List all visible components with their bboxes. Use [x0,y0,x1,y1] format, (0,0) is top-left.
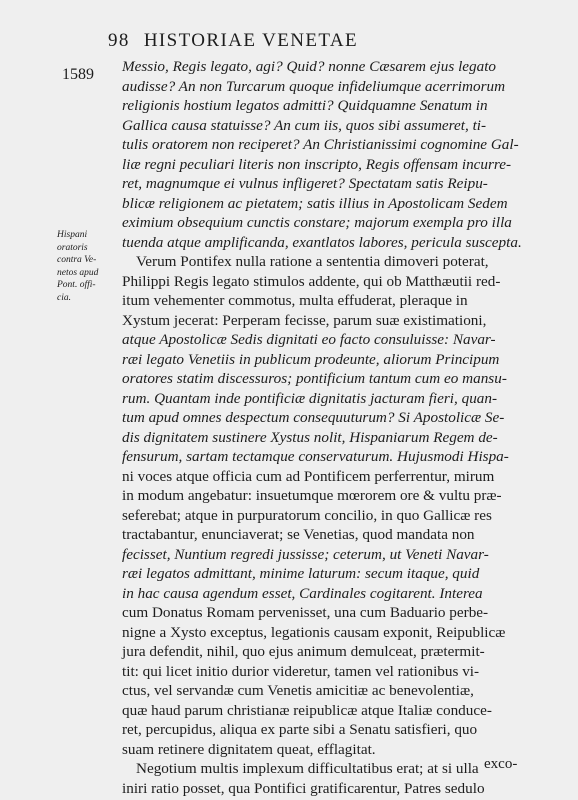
text-line: ret, percupidus, aliqua ex parte sibi a Senatu satisfieri, quo [122,721,478,738]
text-line: tum apud omnes despectum consequuturum? Si Apostolicæ Se- [122,409,505,426]
marginal-note [57,229,119,304]
marginal-note-line: netos apud [57,267,99,278]
text-line: ctus, vel servandæ cum Venetis amicitiæ ac benevolentiæ, [122,682,474,699]
text-line: in modum angebatur: insuetumque mœrorem ore & vultu præ- [122,487,502,504]
text-line: ni voces atque officia cum ad Pontificem perferrentur, mirum [122,467,495,485]
text-line: cum Donatus Romam pervenisset, una cum Baduario perbe- [122,604,489,621]
text-line: liæ regni peculiari literis non inscripto, Regis offensam incurre- [122,155,512,173]
text-line: Negotium multis implexum difficultatibus erat; at si ulla [136,760,479,777]
text-line: itum vehementer commotus, multa effuderat, pleraque in [122,292,468,309]
text-line: dis dignitatem sustinere Xystus nolit, Hispaniarum Regem de- [122,428,498,446]
text-line: atque Apostolicæ Sedis dignitati eo facto consuluisse: Navar- [122,331,496,348]
text-line: tractabantur, enunciaverat; se Venetias, quod mandata non [122,526,475,543]
text-line: rum. Quantam inde pontificiæ dignitatis jacturam fieri, quan- [122,389,498,407]
marginal-note-line: oratoris [57,242,88,253]
text-line: ræi legato Venetiis in publicum prodeunte, aliorum Principum [122,350,500,368]
margin-year: 1589 [62,66,94,83]
text-line: Philippi Regis legato stimulos addente, qui ob Matthæutii red- [122,272,501,290]
marginal-note-line: Pont. offi- [57,280,96,290]
text-line: tuenda atque amplificanda, exantlatos labores, pericula suscepta. [122,233,522,251]
text-line: fecisset, Nuntium regredi jussisse; ceterum, ut Veneti Navar- [122,545,489,563]
text-line: iniri ratio posset, qua Pontifici gratificarentur, Patres sedulo [122,779,485,797]
text-line: nigne a Xysto exceptus, legationis causam exponit, Reipublicæ [122,623,506,641]
text-line: seferebat; atque in purpuratorum concilio, in quo Gallicæ res [122,506,492,524]
marginal-note-line: Hispani [57,230,88,240]
text-line: ræi legatos admittant, minime laturum: secum itaque, quid [122,565,480,582]
text-line: jura defendit, nihil, quo ejus animum demulceat, prætermit- [122,643,485,660]
page-number: 98 [108,30,130,51]
catchword: exco- [484,756,518,772]
text-line: fensurum, sartam tectamque conservaturum. Hujusmodi Hispa- [122,448,509,465]
text-line: suam retinere dignitatem queat, efflagitat. [122,740,376,758]
running-head [108,30,548,52]
running-title: HISTORIAE VENETAE [143,30,359,51]
text-line: ret, magnumque ei vulnus infligeret? Spectatam satis Reipu- [122,175,488,192]
text-line: tulis oratorem non reciperet? An Christianissimi cognomine Gal- [122,136,519,153]
text-line: tit: qui licet initio durior videretur, tamen vel rationibus vi- [122,662,480,680]
marginal-note-line: contra Ve- [57,255,97,265]
text-line: religionis hostium legatos admitti? Quidquamne Senatum in [122,97,488,114]
marginal-note-line: cia. [57,292,71,303]
text-line: Verum Pontifex nulla ratione a sententia dimoveri poterat, [136,253,489,270]
text-line: Messio, Regis legato, agi? Quid? nonne Cæsarem ejus legato [122,58,497,75]
text-line: Gallica causa statuisse? An cum iis, quos sibi assumeret, ti- [122,116,487,134]
text-line: in hac causa agendum esset, Cardinales cogitarent. Interea [122,584,483,602]
text-line: audisse? An non Turcarum quoque infideliumque acerrimorum [122,77,506,95]
text-line: oratores statim discessuros; pontificium tantum cum eo mansu- [122,370,507,387]
text-line: eximium obsequium cunctis constare; majorum exempla pro illa [122,214,512,231]
text-line: quæ haud parum christianæ reipublicæ atque Italiæ conduce- [122,701,492,719]
text-line: Xystum jecerat: Perperam fecisse, parum suæ existimationi, [122,311,487,329]
text-line: blicæ religionem ac pietatem; satis illius in Apostolicam Sedem [122,194,508,212]
body-text [122,57,552,798]
